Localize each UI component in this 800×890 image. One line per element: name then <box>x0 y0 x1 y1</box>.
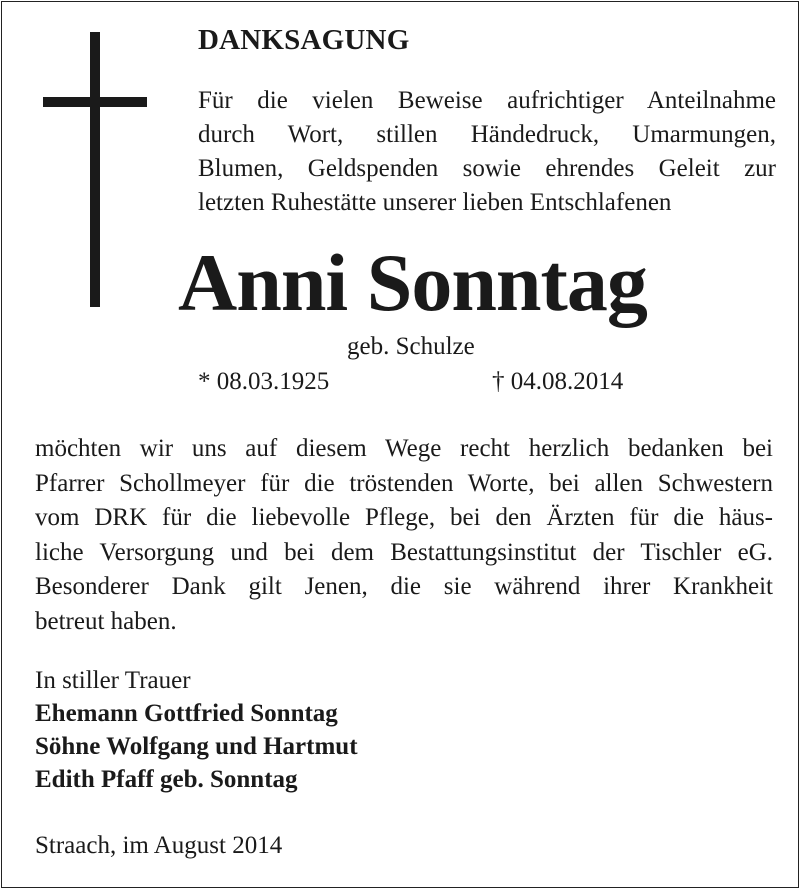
mourner-name: Söhne Wolfgang und Hartmut <box>35 733 358 760</box>
thanks-line: möchten wir uns auf diesem Wege recht herzlich bedanken bei <box>35 435 773 462</box>
intro-paragraph <box>198 84 776 220</box>
mourner-name: Edith Pfaff geb. Sonntag <box>35 766 298 793</box>
thanks-paragraph <box>35 432 773 639</box>
obituary-notice <box>1 1 799 888</box>
death-date: † 04.08.2014 <box>492 368 624 395</box>
thanks-line: liche Versorgung und bei dem Bestattungsinstitut der Tischler eG. <box>35 538 773 566</box>
maiden-name: geb. Schulze <box>347 333 475 360</box>
cross-vertical-beam <box>90 32 100 307</box>
thanks-line: vom DRK für die liebevolle Pflege, bei den Ärzten für die häus- <box>35 504 773 531</box>
thanks-line: Besonderer Dank gilt Jenen, die sie während ihrer Krankheit <box>35 573 773 600</box>
thanks-line: Pfarrer Schollmeyer für die tröstenden Worte, bei allen Schwestern <box>35 469 773 497</box>
intro-line: letzten Ruhestätte unserer lieben Entschlafenen <box>198 189 672 216</box>
intro-line: durch Wort, stillen Händedruck, Umarmungen, <box>198 121 776 148</box>
thanks-line: betreut haben. <box>35 607 177 635</box>
intro-line: Für die vielen Beweise aufrichtiger Anteilnahme <box>198 87 776 114</box>
deceased-name: Anni Sonntag <box>178 237 647 328</box>
notice-heading: DANKSAGUNG <box>198 24 410 56</box>
cross-horizontal-beam <box>43 97 147 107</box>
place-date: Straach, im August 2014 <box>35 832 283 859</box>
mourner-name: Ehemann Gottfried Sonntag <box>35 700 338 727</box>
intro-line: Blumen, Geldspenden sowie ehrendes Geleit zur <box>198 155 776 182</box>
birth-date: * 08.03.1925 <box>198 368 330 395</box>
mourners-block <box>35 664 358 796</box>
mourning-intro: In stiller Trauer <box>35 667 191 694</box>
